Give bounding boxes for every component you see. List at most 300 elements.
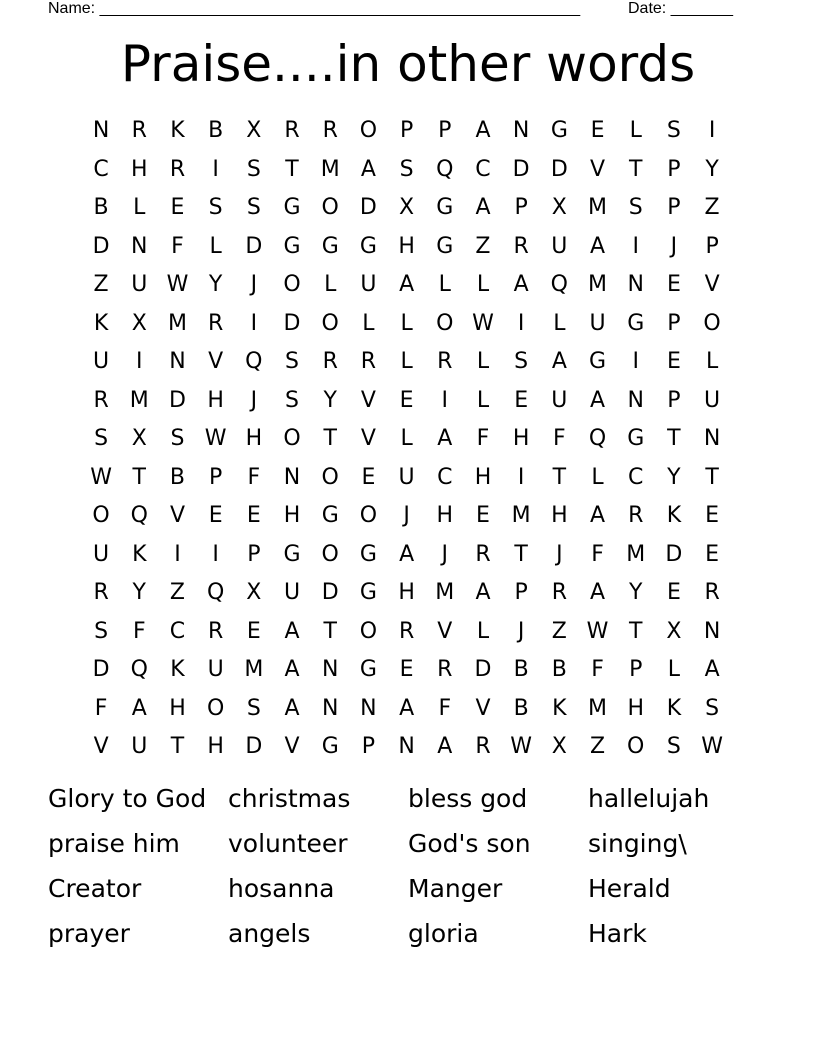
grid-letter: M	[129, 387, 149, 413]
grid-letter: H	[169, 695, 186, 721]
grid-letter: R	[475, 541, 491, 567]
grid-letter: J	[441, 541, 449, 567]
grid-letter: L	[476, 618, 490, 644]
grid-letter: P	[438, 118, 452, 144]
grid-letter: N	[512, 118, 530, 144]
grid-letter: F	[171, 233, 184, 259]
grid-letter: L	[591, 464, 604, 490]
grid-letter: I	[517, 310, 525, 336]
grid-letter: O	[283, 272, 301, 298]
grid-letter: S	[246, 195, 261, 221]
grid-letter: R	[322, 349, 338, 375]
grid-letter: U	[551, 387, 568, 413]
grid-letter: A	[590, 387, 606, 413]
word-list-item: volunteer	[228, 828, 348, 858]
grid-letter: H	[474, 464, 492, 490]
grid-letter: K	[666, 503, 682, 529]
grid-letter: O	[703, 310, 721, 336]
grid-letter: T	[323, 618, 337, 644]
grid-row	[82, 574, 734, 613]
grid-letter: S	[705, 695, 720, 721]
grid-letter: N	[360, 695, 377, 721]
word-list-item: angels	[228, 918, 311, 948]
grid-letter: R	[208, 310, 224, 336]
grid-letter: O	[359, 503, 378, 529]
grid-letter: P	[667, 387, 681, 413]
grid-letter: G	[359, 657, 377, 683]
grid-letter: Q	[588, 426, 607, 452]
grid-letter: J	[250, 272, 258, 298]
grid-letter: J	[517, 618, 525, 644]
name-field: Name: ______________________________________________________	[48, 0, 581, 17]
grid-letter: V	[437, 618, 453, 644]
grid-letter: H	[436, 503, 454, 529]
grid-letter: U	[589, 310, 606, 336]
grid-letter: E	[666, 272, 681, 298]
word-list-item: christmas	[228, 783, 351, 813]
grid-letter: E	[705, 503, 720, 529]
grid-letter: S	[94, 618, 109, 644]
grid-letter: Y	[628, 580, 643, 606]
grid-letter: A	[399, 272, 415, 298]
grid-letter: P	[629, 657, 643, 683]
grid-letter: V	[93, 734, 109, 760]
grid-letter: C	[475, 156, 491, 182]
grid-letter: E	[705, 541, 720, 567]
grid-letter: T	[705, 464, 719, 490]
grid-letter: K	[132, 541, 147, 567]
page-title: Praise....in other words	[120, 35, 696, 93]
grid-letter: G	[627, 426, 645, 452]
grid-letter: S	[170, 426, 185, 452]
grid-letter: R	[284, 118, 300, 144]
grid-letter: K	[666, 695, 682, 721]
grid-letter: L	[324, 272, 337, 298]
grid-letter: B	[169, 464, 186, 490]
grid-letter: D	[550, 156, 568, 182]
grid-letter: H	[245, 426, 263, 452]
grid-letter: P	[399, 118, 414, 144]
grid-letter: X	[551, 734, 567, 760]
grid-letter: A	[704, 657, 720, 683]
grid-row	[82, 728, 734, 767]
grid-letter: I	[212, 541, 219, 567]
grid-letter: U	[283, 580, 301, 606]
grid-letter: W	[701, 734, 723, 760]
word-list-item: hallelujah	[588, 783, 710, 813]
grid-letter: G	[321, 503, 339, 529]
grid-letter: V	[169, 503, 185, 529]
grid-letter: Y	[132, 580, 146, 606]
grid-letter: A	[284, 695, 300, 721]
grid-letter: N	[321, 657, 339, 683]
grid-letter: X	[246, 580, 262, 606]
word-list-row	[48, 866, 768, 911]
grid-letter: S	[208, 195, 223, 221]
grid-letter: I	[441, 387, 449, 413]
grid-letter: R	[513, 233, 529, 259]
grid-letter: O	[359, 118, 378, 144]
grid-letter: U	[398, 464, 415, 490]
word-list-item: Hark	[588, 918, 647, 948]
grid-letter: H	[551, 503, 568, 529]
grid-letter: P	[705, 233, 719, 259]
grid-letter: L	[400, 349, 413, 375]
grid-letter: P	[667, 156, 681, 182]
grid-letter: D	[92, 657, 110, 683]
grid-letter: L	[209, 233, 222, 259]
grid-letter: A	[360, 156, 376, 182]
grid-letter: R	[475, 734, 491, 760]
grid-letter: R	[131, 118, 147, 144]
grid-letter: A	[131, 695, 147, 721]
grid-letter: D	[665, 541, 683, 567]
grid-letter: M	[588, 695, 608, 721]
grid-letter: E	[246, 618, 261, 644]
grid-letter: W	[90, 464, 112, 490]
grid-letter: M	[320, 156, 340, 182]
grid-letter: Y	[323, 387, 337, 413]
grid-letter: D	[321, 580, 339, 606]
grid-letter: E	[399, 387, 414, 413]
grid-letter: K	[93, 310, 109, 336]
grid-letter: R	[322, 118, 338, 144]
grid-letter: G	[359, 233, 377, 259]
grid-row	[82, 228, 734, 267]
word-list-item: Manger	[408, 873, 503, 903]
grid-letter: B	[513, 657, 529, 683]
grid-letter: L	[476, 387, 490, 413]
grid-letter: S	[628, 195, 643, 221]
grid-letter: S	[246, 695, 261, 721]
grid-letter: O	[92, 503, 110, 529]
grid-letter: Q	[550, 272, 568, 298]
grid-letter: R	[437, 657, 453, 683]
grid-letter: I	[250, 310, 258, 336]
grid-letter: H	[398, 233, 415, 259]
grid-letter: E	[170, 195, 185, 221]
grid-letter: Y	[705, 156, 719, 182]
grid-letter: M	[244, 657, 264, 683]
grid-letter: K	[552, 695, 567, 721]
grid-row	[82, 613, 734, 652]
grid-letter: O	[436, 310, 454, 336]
grid-row	[82, 420, 734, 459]
grid-letter: V	[360, 426, 376, 452]
grid-letter: D	[245, 734, 263, 760]
grid-letter: B	[513, 695, 529, 721]
grid-letter: H	[207, 387, 224, 413]
grid-letter: Y	[208, 272, 223, 298]
grid-letter: O	[283, 426, 301, 452]
grid-letter: D	[283, 310, 301, 336]
grid-letter: N	[627, 387, 644, 413]
grid-letter: M	[167, 310, 187, 336]
word-list-item: God's son	[408, 828, 531, 858]
grid-letter: U	[131, 734, 148, 760]
grid-letter: L	[476, 272, 490, 298]
grid-letter: H	[207, 734, 224, 760]
grid-letter: X	[551, 195, 567, 221]
word-list-item: Glory to God	[48, 783, 207, 813]
grid-letter: C	[628, 464, 644, 490]
grid-letter: S	[246, 156, 261, 182]
grid-letter: W	[586, 618, 609, 644]
grid-letter: Z	[475, 233, 491, 259]
grid-letter: Q	[206, 580, 225, 606]
grid-letter: V	[360, 387, 376, 413]
grid-letter: T	[170, 734, 185, 760]
grid-letter: F	[247, 464, 261, 490]
grid-letter: E	[246, 503, 261, 529]
grid-letter: V	[704, 272, 720, 298]
grid-letter: H	[398, 580, 415, 606]
word-list-row	[48, 776, 768, 821]
grid-letter: L	[705, 349, 719, 375]
grid-letter: C	[437, 464, 453, 490]
grid-letter: N	[703, 426, 721, 452]
grid-letter: D	[168, 387, 186, 413]
grid-letter: I	[136, 349, 143, 375]
grid-letter: X	[666, 618, 682, 644]
grid-letter: N	[703, 618, 721, 644]
grid-letter: A	[437, 734, 453, 760]
grid-letter: E	[476, 503, 490, 529]
grid-letter: G	[589, 349, 607, 375]
grid-letter: U	[207, 657, 224, 683]
grid-letter: O	[321, 310, 339, 336]
grid-letter: T	[132, 464, 146, 490]
header-line	[48, 0, 748, 20]
grid-letter: I	[517, 464, 525, 490]
grid-letter: G	[321, 734, 339, 760]
grid-letter: L	[400, 426, 413, 452]
grid-letter: A	[590, 503, 606, 529]
grid-letter: P	[247, 541, 261, 567]
grid-letter: R	[360, 349, 377, 375]
word-list-item: Herald	[588, 873, 671, 903]
grid-letter: Q	[245, 349, 263, 375]
grid-letter: U	[704, 387, 721, 413]
word-list-row	[48, 821, 768, 866]
grid-letter: Z	[169, 580, 185, 606]
grid-letter: Z	[551, 618, 567, 644]
grid-letter: V	[475, 695, 491, 721]
grid-letter: X	[399, 195, 415, 221]
grid-letter: B	[208, 118, 224, 144]
grid-letter: U	[93, 349, 110, 375]
grid-letter: X	[131, 310, 147, 336]
grid-letter: X	[131, 426, 147, 452]
grid-letter: R	[208, 618, 224, 644]
grid-letter: R	[704, 580, 720, 606]
grid-row	[82, 305, 734, 344]
grid-letter: R	[437, 349, 453, 375]
grid-letter: L	[362, 310, 375, 336]
grid-letter: A	[475, 580, 491, 606]
grid-letter: I	[174, 541, 181, 567]
grid-letter: E	[208, 503, 223, 529]
grid-letter: V	[590, 156, 606, 182]
grid-letter: O	[321, 195, 339, 221]
grid-letter: A	[284, 618, 300, 644]
grid-letter: Z	[704, 195, 720, 221]
grid-letter: P	[514, 580, 528, 606]
grid-letter: S	[666, 118, 681, 144]
grid-row	[82, 536, 734, 575]
grid-row	[82, 112, 734, 151]
grid-letter: V	[208, 349, 224, 375]
grid-letter: J	[403, 503, 410, 529]
grid-letter: G	[359, 541, 377, 567]
grid-letter: L	[133, 195, 146, 221]
grid-letter: E	[590, 118, 605, 144]
grid-letter: S	[285, 349, 300, 375]
word-list-row	[48, 911, 768, 956]
grid-letter: D	[512, 156, 530, 182]
grid-letter: U	[551, 233, 568, 259]
grid-letter: O	[627, 734, 645, 760]
grid-letter: S	[94, 426, 109, 452]
grid-row	[82, 266, 734, 305]
grid-letter: J	[670, 233, 678, 259]
word-list-item: bless god	[408, 783, 528, 813]
grid-row	[82, 459, 734, 498]
grid-letter: R	[551, 580, 567, 606]
grid-letter: D	[92, 233, 110, 259]
grid-letter: A	[284, 657, 300, 683]
grid-letter: D	[474, 657, 492, 683]
grid-letter: N	[321, 695, 339, 721]
word-list	[48, 776, 768, 956]
grid-letter: J	[250, 387, 258, 413]
grid-letter: T	[323, 426, 337, 452]
word-list-item: Creator	[48, 873, 142, 903]
grid-letter: A	[590, 580, 606, 606]
grid-letter: E	[666, 349, 681, 375]
grid-letter: G	[359, 580, 377, 606]
grid-letter: X	[246, 118, 262, 144]
grid-letter: F	[438, 695, 452, 721]
grid-letter: E	[666, 580, 681, 606]
grid-letter: E	[361, 464, 376, 490]
grid-row	[82, 382, 734, 421]
word-list-item: singing\	[588, 828, 687, 858]
grid-letter: T	[628, 156, 643, 182]
grid-letter: F	[591, 657, 604, 683]
grid-letter: G	[436, 233, 454, 259]
grid-letter: T	[667, 426, 681, 452]
grid-letter: A	[437, 426, 453, 452]
grid-letter: C	[169, 618, 186, 644]
grid-row	[82, 690, 734, 729]
grid-letter: G	[283, 233, 301, 259]
grid-letter: R	[93, 387, 109, 413]
grid-letter: O	[321, 541, 339, 567]
grid-letter: A	[513, 272, 529, 298]
grid-letter: S	[666, 734, 681, 760]
grid-letter: N	[131, 233, 148, 259]
grid-letter: D	[359, 195, 377, 221]
grid-letter: Q	[130, 503, 148, 529]
grid-letter: G	[283, 195, 301, 221]
grid-letter: Q	[436, 156, 454, 182]
grid-letter: T	[628, 618, 643, 644]
grid-letter: A	[590, 233, 606, 259]
grid-letter: A	[551, 349, 567, 375]
grid-letter: N	[169, 349, 186, 375]
grid-letter: P	[514, 195, 528, 221]
grid-letter: I	[212, 156, 219, 182]
grid-letter: A	[399, 695, 415, 721]
grid-letter: B	[93, 195, 109, 221]
grid-letter: A	[475, 195, 491, 221]
grid-letter: H	[627, 695, 644, 721]
grid-letter: E	[514, 387, 529, 413]
grid-letter: E	[399, 657, 414, 683]
word-list-item: gloria	[408, 918, 479, 948]
letter-grid	[82, 112, 734, 767]
grid-letter: P	[667, 195, 681, 221]
grid-letter: C	[93, 156, 109, 182]
grid-row	[82, 189, 734, 228]
grid-letter: I	[632, 349, 639, 375]
grid-letter: L	[553, 310, 566, 336]
grid-letter: Y	[667, 464, 681, 490]
grid-letter: N	[92, 118, 110, 144]
grid-row	[82, 343, 734, 382]
grid-letter: L	[400, 310, 413, 336]
grid-letter: F	[553, 426, 566, 452]
grid-letter: H	[512, 426, 530, 452]
grid-letter: G	[321, 233, 339, 259]
grid-letter: D	[245, 233, 263, 259]
grid-letter: S	[514, 349, 529, 375]
grid-letter: O	[321, 464, 339, 490]
grid-letter: W	[510, 734, 533, 760]
grid-row	[82, 151, 734, 190]
grid-letter: T	[552, 464, 567, 490]
grid-letter: U	[131, 272, 148, 298]
grid-letter: A	[399, 541, 415, 567]
grid-letter: V	[284, 734, 300, 760]
grid-letter: O	[206, 695, 225, 721]
grid-letter: R	[169, 156, 186, 182]
grid-letter: U	[93, 541, 110, 567]
grid-letter: M	[588, 195, 608, 221]
grid-letter: I	[632, 233, 639, 259]
grid-letter: T	[514, 541, 528, 567]
grid-letter: M	[626, 541, 646, 567]
grid-letter: L	[438, 272, 451, 298]
word-list-item: hosanna	[228, 873, 335, 903]
grid-letter: Z	[589, 734, 606, 760]
grid-letter: U	[360, 272, 377, 298]
word-list-item: prayer	[48, 918, 130, 948]
grid-letter: R	[628, 503, 644, 529]
grid-letter: N	[627, 272, 644, 298]
grid-letter: F	[476, 426, 490, 452]
grid-letter: S	[285, 387, 300, 413]
grid-letter: J	[556, 541, 563, 567]
grid-letter: L	[476, 349, 490, 375]
grid-letter: K	[170, 657, 185, 683]
date-field: Date: _______	[628, 0, 733, 17]
grid-letter: G	[436, 195, 454, 221]
grid-letter: Z	[93, 272, 109, 298]
grid-letter: G	[283, 541, 301, 567]
grid-letter: Q	[130, 657, 148, 683]
